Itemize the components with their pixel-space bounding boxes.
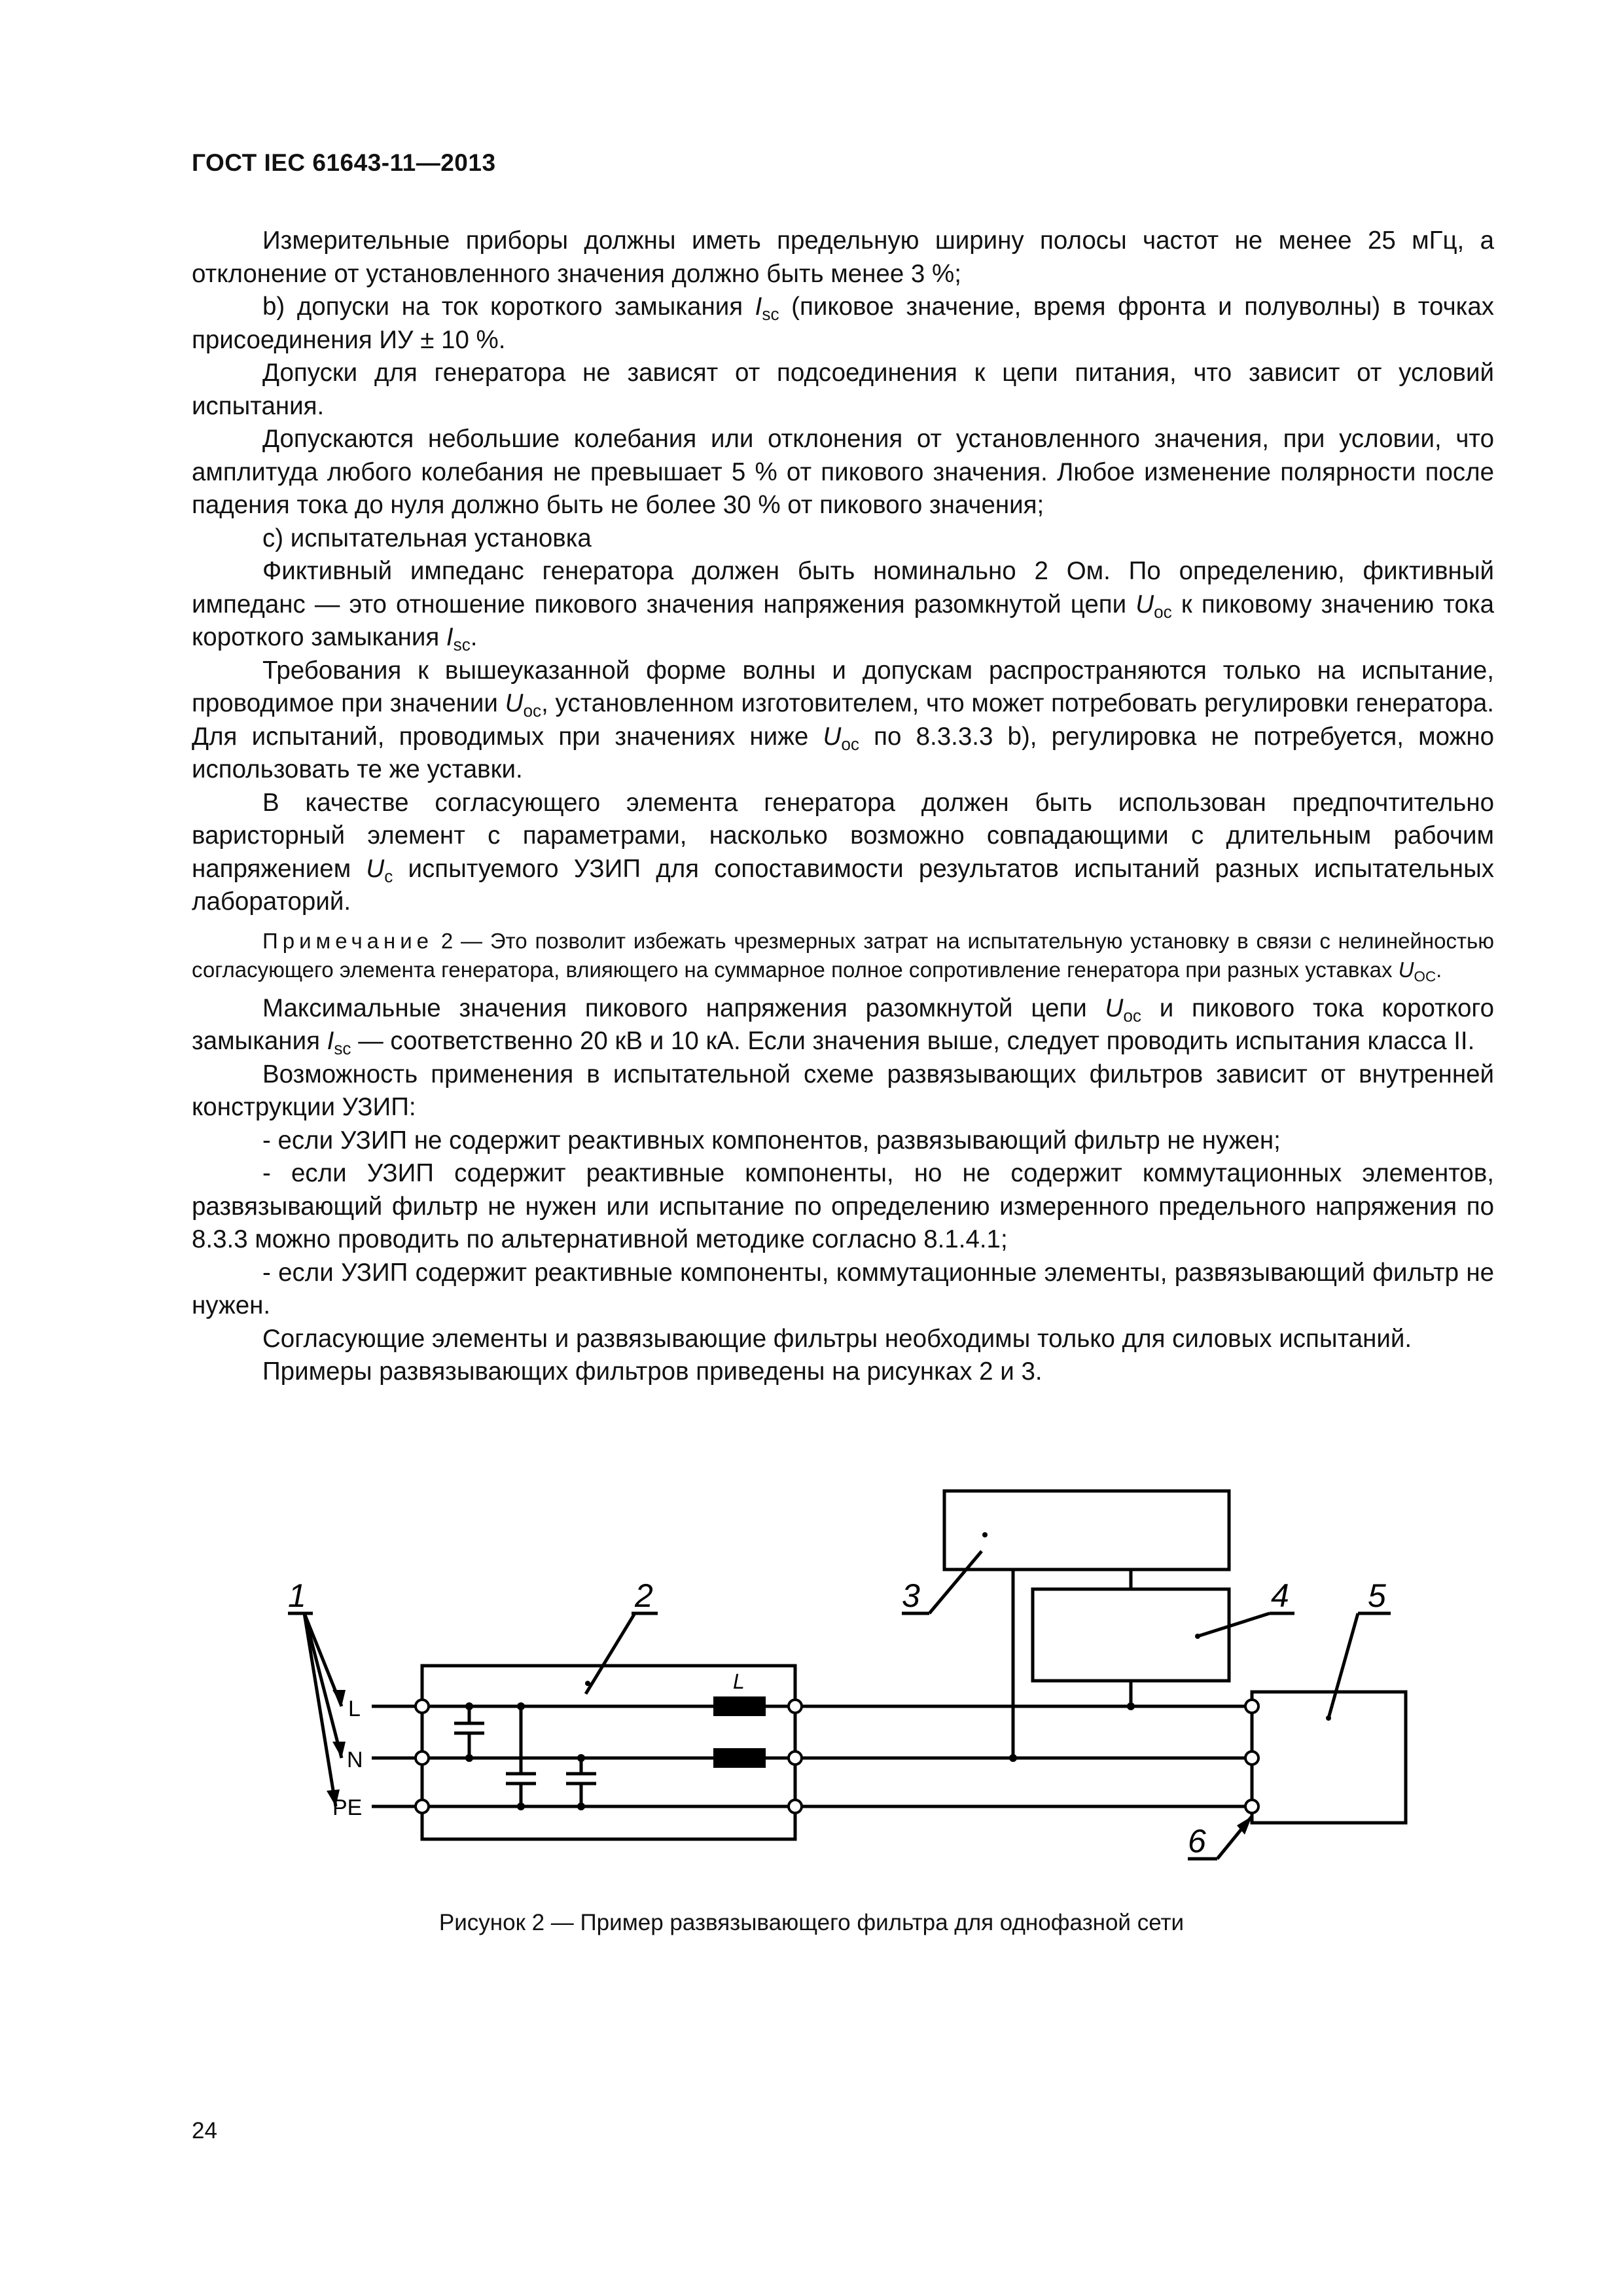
list-item: - если УЗИП содержит реактивные компоненты, но не содержит коммутационных элементов, развязывающий фильтр не нужен или испытание по определению измеренного предельного напряжения по 8.3.3 можно проводить по альтернативной методике согласно 8.1.4.1; (192, 1159, 1494, 1253)
junction-dot (517, 1803, 525, 1810)
paragraph: Согласующие элементы и развязывающие фильтры необходимы только для силовых испытаний. (262, 1324, 1412, 1353)
terminal (789, 1800, 802, 1813)
document-header: ГОСТ IEC 61643-11—2013 (192, 149, 496, 176)
callout-3: 3 (902, 1577, 920, 1614)
callout-4: 4 (1271, 1577, 1289, 1614)
junction-dot (577, 1754, 585, 1762)
marker-dot (585, 1681, 590, 1686)
paragraph: Возможность применения в испытательной схеме развязывающих фильтров зависит от внутренней конструкции УЗИП: (192, 1060, 1494, 1121)
terminal (1245, 1751, 1258, 1765)
paragraph: b) допуски на ток короткого замыкания $I_{sc}$ (пиковое значение, время фронта и полуволны) в точках присоединения ИУ ± 10 %. (192, 293, 1494, 354)
paragraph: Фиктивный импеданс генератора должен быть номинально 2 Ом. По определению, фиктивный импеданс — это отношение пикового значения напряжения разомкнутой цепи $U_{oc}$ к пиковому значению тока короткого замыкания $I_{sc}$. (192, 557, 1494, 655)
junction-dot (517, 1702, 525, 1710)
paragraph: Измерительные приборы должны иметь предельную ширину полосы частот не менее 25 мГц, а отклонение от установленного значения должно быть менее 3 %; (192, 226, 1494, 288)
paragraph: c) испытательная установка (262, 524, 592, 552)
line-label-pe: PE (332, 1795, 363, 1820)
list-item: - если УЗИП содержит реактивные компоненты, коммутационные элементы, развязывающий фильтр не нужен. (192, 1258, 1494, 1319)
junction-dot (465, 1702, 473, 1710)
callout-6: 6 (1188, 1823, 1206, 1859)
list-item: - если УЗИП не содержит реактивных компонентов, развязывающий фильтр не нужен; (262, 1126, 1281, 1155)
terminal (1245, 1800, 1258, 1813)
paragraph: Допускаются небольшие колебания или отклонения от установленного значения, при условии, что амплитуда любого колебания не превышает 5 % от пикового значения. Любое изменение полярности после падения тока до нуля должно быть не более 30 % от пикового значения; (192, 425, 1494, 519)
marker-dot (982, 1532, 988, 1537)
note: Примечание 2 — Это позволит избежать чрезмерных затрат на испытательную установку в связи с нелинейностью согласующего элемента генератора, влияющего на суммарное полное сопротивление генератора при разных уставках $U_{OC}$. (192, 928, 1494, 985)
terminal (416, 1800, 429, 1813)
page-number: 24 (192, 2118, 217, 2144)
terminal (416, 1751, 429, 1765)
line-label-l: L (348, 1696, 361, 1721)
line-label-n: N (347, 1748, 363, 1772)
terminal (416, 1700, 429, 1713)
callout-5: 5 (1368, 1577, 1386, 1614)
terminal (789, 1700, 802, 1713)
inductor-label: L (733, 1670, 745, 1693)
figure-circuit-diagram (0, 1466, 1623, 1924)
inductor-n (713, 1748, 766, 1768)
circuit-diagram (0, 1466, 1623, 1924)
junction-dot (577, 1803, 585, 1810)
terminal (789, 1751, 802, 1765)
terminal (1245, 1700, 1258, 1713)
paragraph: Допуски для генератора не зависят от подсоединения к цепи питания, что зависит от условий испытания. (192, 359, 1494, 420)
callout-1: 1 (288, 1577, 306, 1614)
paragraph: Примеры развязывающих фильтров приведены на рисунках 2 и 3. (262, 1357, 1043, 1386)
paragraph: В качестве согласующего элемента генератора должен быть использован предпочтительно варисторный элемент с параметрами, насколько возможно совпадающими с длительным рабочим напряжением $U_c$ испытуемого УЗИП для сопоставимости результатов испытаний разных испытательных лабораторий. (192, 788, 1494, 916)
junction-dot (1127, 1702, 1135, 1710)
paragraph: Требования к вышеуказанной форме волны и допускам распространяются только на испытание, проводимое при значении $U_{oc}$, установленном изготовителем, что может потребовать регулировки генератора. Для испытаний, проводимых при значениях ниже $U_{oc}$ по 8.3.3.3 b), регулировка не потребуется, можно использовать те же уставки. (192, 656, 1494, 783)
figure-caption: Рисунок 2 — Пример развязывающего фильтра для однофазной сети (438, 1910, 1185, 1935)
body-text (192, 224, 1494, 1389)
junction-dot (465, 1754, 473, 1762)
arrowhead (332, 1742, 346, 1758)
callout-2: 2 (635, 1577, 653, 1614)
junction-dot (1009, 1754, 1017, 1762)
inductor-l (713, 1696, 766, 1716)
marker-dot (1195, 1634, 1200, 1639)
marker-dot (1326, 1715, 1331, 1721)
paragraph: Максимальные значения пикового напряжения разомкнутой цепи $U_{oc}$ и пикового тока короткого замыкания $I_{sc}$ — соответственно 20 кВ и 10 кА. Если значения выше, следует проводить испытания класса II. (192, 994, 1494, 1058)
generator-block (944, 1491, 1229, 1570)
